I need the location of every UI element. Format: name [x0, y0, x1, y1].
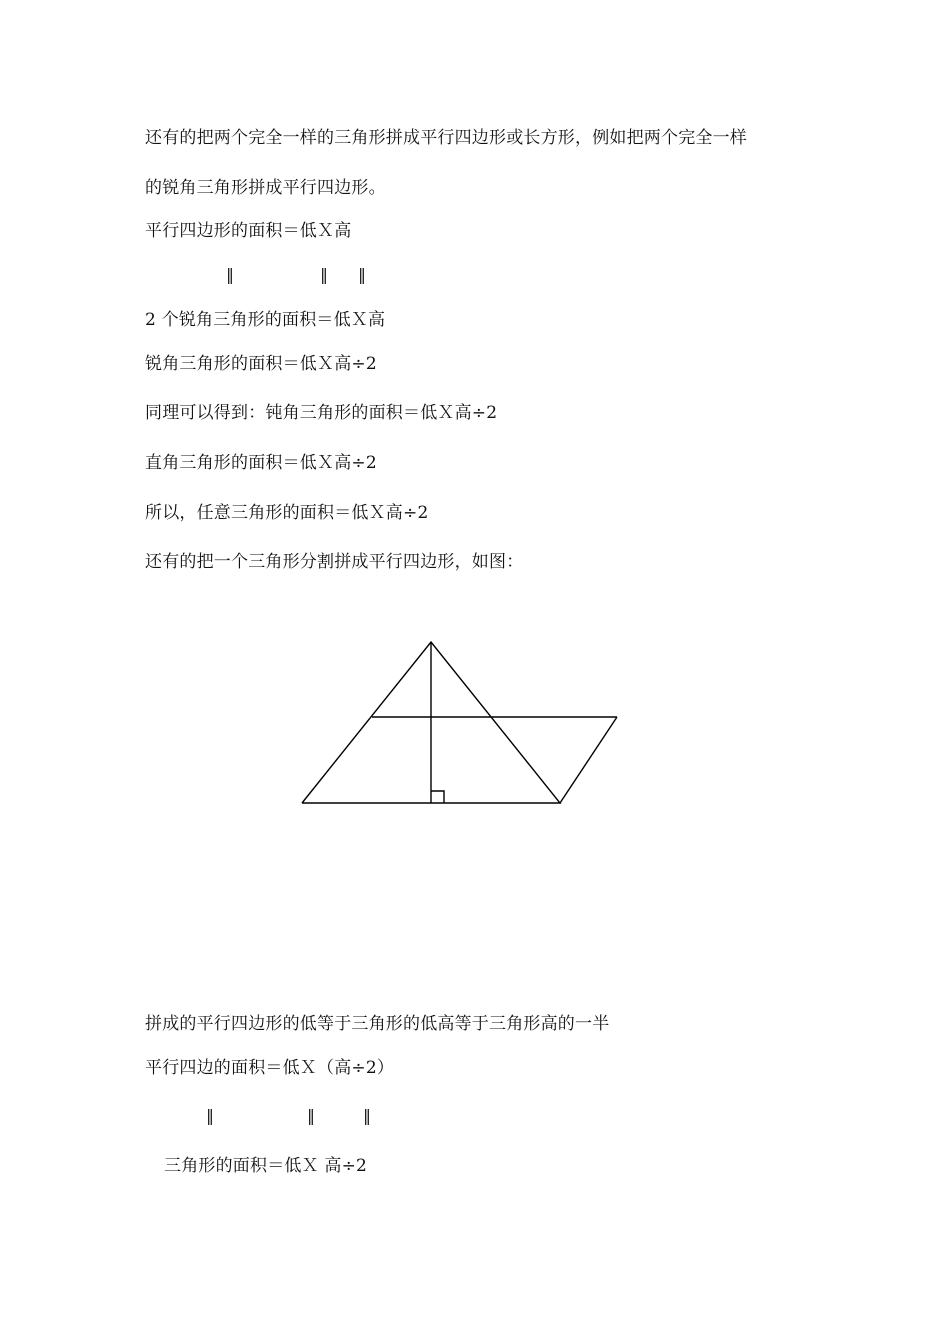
- formula-line: 直角三角形的面积＝低Ｘ高÷2: [145, 453, 377, 473]
- formula-line: 同理可以得到：钝角三角形的面积＝低Ｘ高÷2: [145, 403, 498, 423]
- equality-mark: ‖: [363, 1106, 371, 1125]
- equality-mark: ‖: [226, 265, 234, 284]
- equality-mark: ‖: [358, 265, 366, 284]
- right-angle-mark: [431, 791, 444, 803]
- formula-line: 锐角三角形的面积＝低Ｘ高÷2: [145, 354, 377, 374]
- parallelogram-side: [560, 717, 617, 803]
- equality-mark: ‖: [206, 1106, 214, 1125]
- formula-line: 2 个锐角三角形的面积＝低Ｘ高: [145, 310, 386, 330]
- paragraph-text: 还有的把两个完全一样的三角形拼成平行四边形或长方形，例如把两个完全一样: [145, 128, 747, 148]
- formula-line: 平行四边形的面积＝低Ｘ高: [145, 221, 352, 241]
- equality-mark: ‖: [320, 265, 328, 284]
- paragraph-text: 还有的把一个三角形分割拼成平行四边形，如图：: [145, 552, 524, 572]
- paragraph-text: 的锐角三角形拼成平行四边形。: [145, 178, 386, 198]
- formula-line: 平行四边的面积＝低Ｘ（高÷2）: [145, 1058, 395, 1078]
- equality-mark: ‖: [307, 1106, 315, 1125]
- paragraph-text: 拼成的平行四边形的低等于三角形的低高等于三角形高的一半: [145, 1014, 610, 1034]
- formula-line: 三角形的面积＝低Ｘ 高÷2: [164, 1156, 368, 1176]
- formula-line: 所以，任意三角形的面积＝低Ｘ高÷2: [145, 503, 429, 523]
